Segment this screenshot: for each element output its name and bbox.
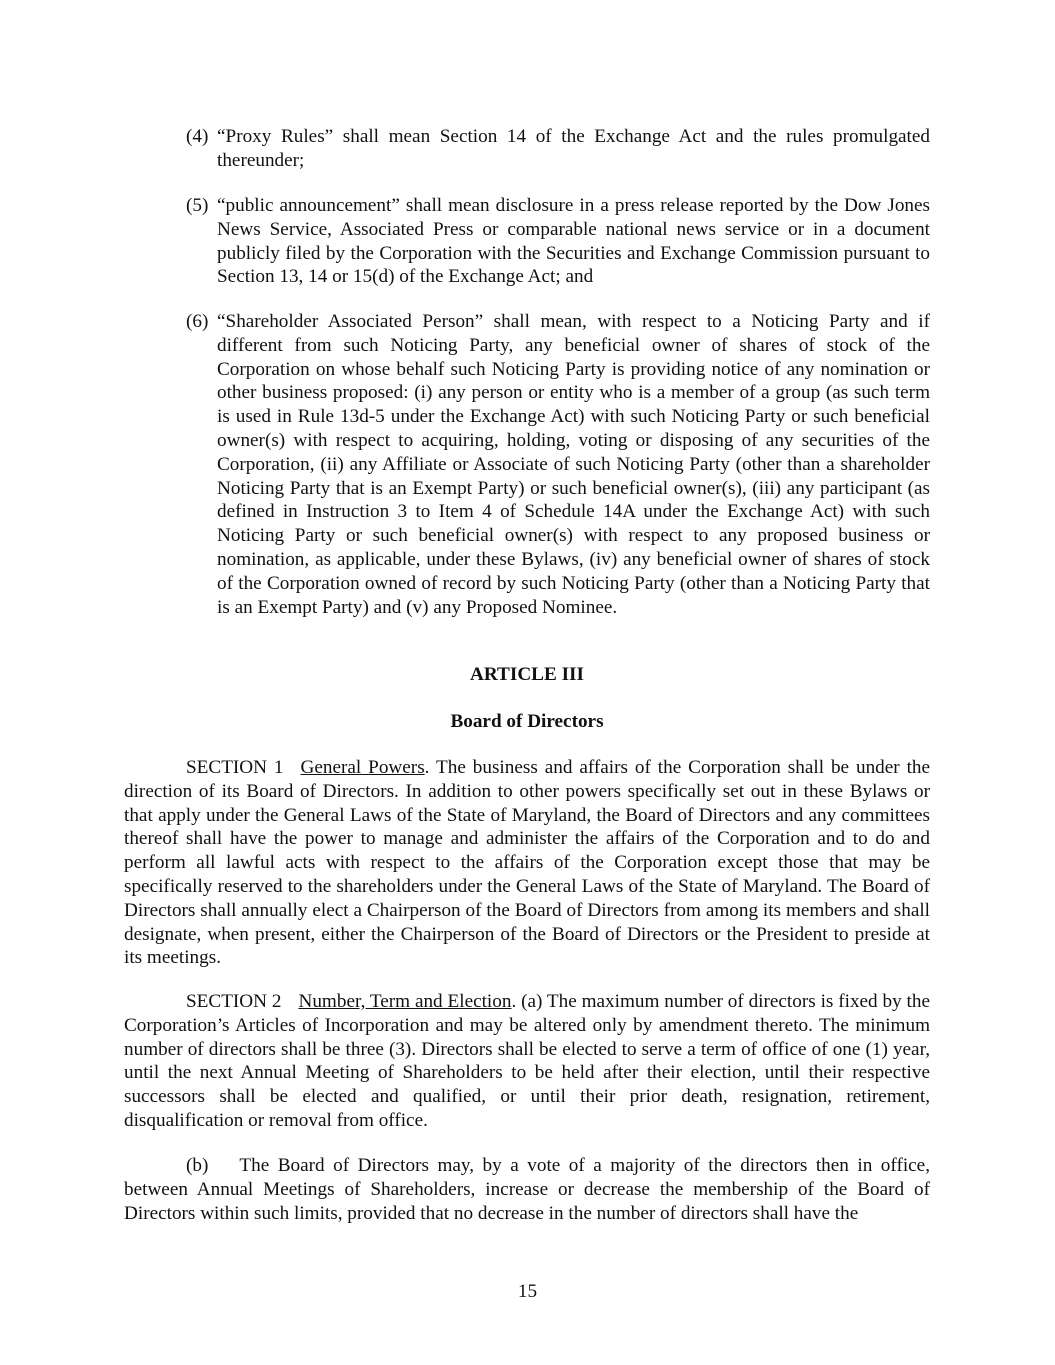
section-2-paragraph (124, 990, 930, 1133)
definition-item-5 (186, 194, 930, 289)
article-subheading: Board of Directors (450, 711, 604, 732)
definition-number: (6) (186, 311, 209, 332)
section-number: SECTION 2 (186, 991, 282, 1012)
definition-item-4 (186, 125, 930, 173)
definition-text: “public announcement” shall mean disclosure in a press release reported by the Dow Jones News Service, Associated Press or comparable national news service or in a document publicly filed by the Corporation with the Securities and Exchange Commission pursuant to Section 13, 14 or 15(d) of the Exchange Act; and (217, 195, 930, 288)
section-body: . (a) The maximum number of directors is fixed by the Corporation’s Articles of Incorporation and may be altered only by amendment thereto. The minimum number of directors shall be three (3). Directors shall be elected to serve a term of office of one (1) year, until the next Annual Meeting of Shareholders to be held after their election, until their respective successors shall be elected and qualified, or until their prior death, resignation, retirement, disqualification or removal from office. (124, 991, 930, 1131)
definition-item-6 (186, 310, 930, 619)
page-number: 15 (517, 1281, 538, 1302)
article-heading: ARTICLE III (470, 664, 584, 685)
section-1-paragraph (124, 756, 930, 970)
section-title: Number, Term and Election (298, 991, 512, 1012)
section-number: SECTION 1 (186, 757, 284, 778)
subparagraph-text: The Board of Directors may, by a vote of a majority of the directors then in office, between Annual Meetings of Shareholders, increase or decrease the membership of the Board of Directors within such limits, provided that no decrease in the number of directors shall have the (124, 1155, 930, 1224)
definition-number: (5) (186, 195, 209, 216)
section-body: . The business and affairs of the Corporation shall be under the direction of its Board of Directors. In addition to other powers specifically set out in these Bylaws or that apply under the General Laws of the State of Maryland, the Board of Directors and any committees thereof shall have the power to manage and administer the affairs of the Corporation and to do and perform all lawful acts with respect to the affairs of the Corporation except those that may be specifically reserved to the shareholders under the General Laws of the State of Maryland. The Board of Directors shall annually elect a Chairperson of the Board of Directors from among its members and shall designate, when present, either the Chairperson of the Board of Directors or the President to preside at its meetings. (124, 757, 931, 969)
definition-text: “Proxy Rules” shall mean Section 14 of the Exchange Act and the rules promulgated thereunder; (217, 126, 930, 171)
definition-text: “Shareholder Associated Person” shall mean, with respect to a Noticing Party and if different from such Noticing Party, any beneficial owner of shares of stock of the Corporation on whose behalf such Noticing Party is providing notice of any nomination or other business proposed: (i) any person or entity who is a member of a group (as such term is used in Rule 13d-5 under the Exchange Act) with such Noticing Party or such beneficial owner(s) with respect to acquiring, holding, voting or disposing of any securities of the Corporation, (ii) any Affiliate or Associate of such Noticing Party (other than a shareholder Noticing Party that is an Exempt Party) or such beneficial owner(s), (iii) any participant (as defined in Instruction 3 to Item 4 of Schedule 14A under the Exchange Act) with such Noticing Party or such beneficial owner(s) with respect to any proposed business or nomination, as applicable, under these Bylaws, (iv) any beneficial owner of shares of stock of the Corporation owned of record by such Noticing Party (other than a Noticing Party that is an Exempt Party) and (v) any Proposed Nominee. (217, 311, 930, 618)
subparagraph-label: (b) (186, 1155, 209, 1176)
definition-number: (4) (186, 126, 209, 147)
subparagraph-b (124, 1154, 930, 1225)
section-title: General Powers (300, 757, 425, 778)
